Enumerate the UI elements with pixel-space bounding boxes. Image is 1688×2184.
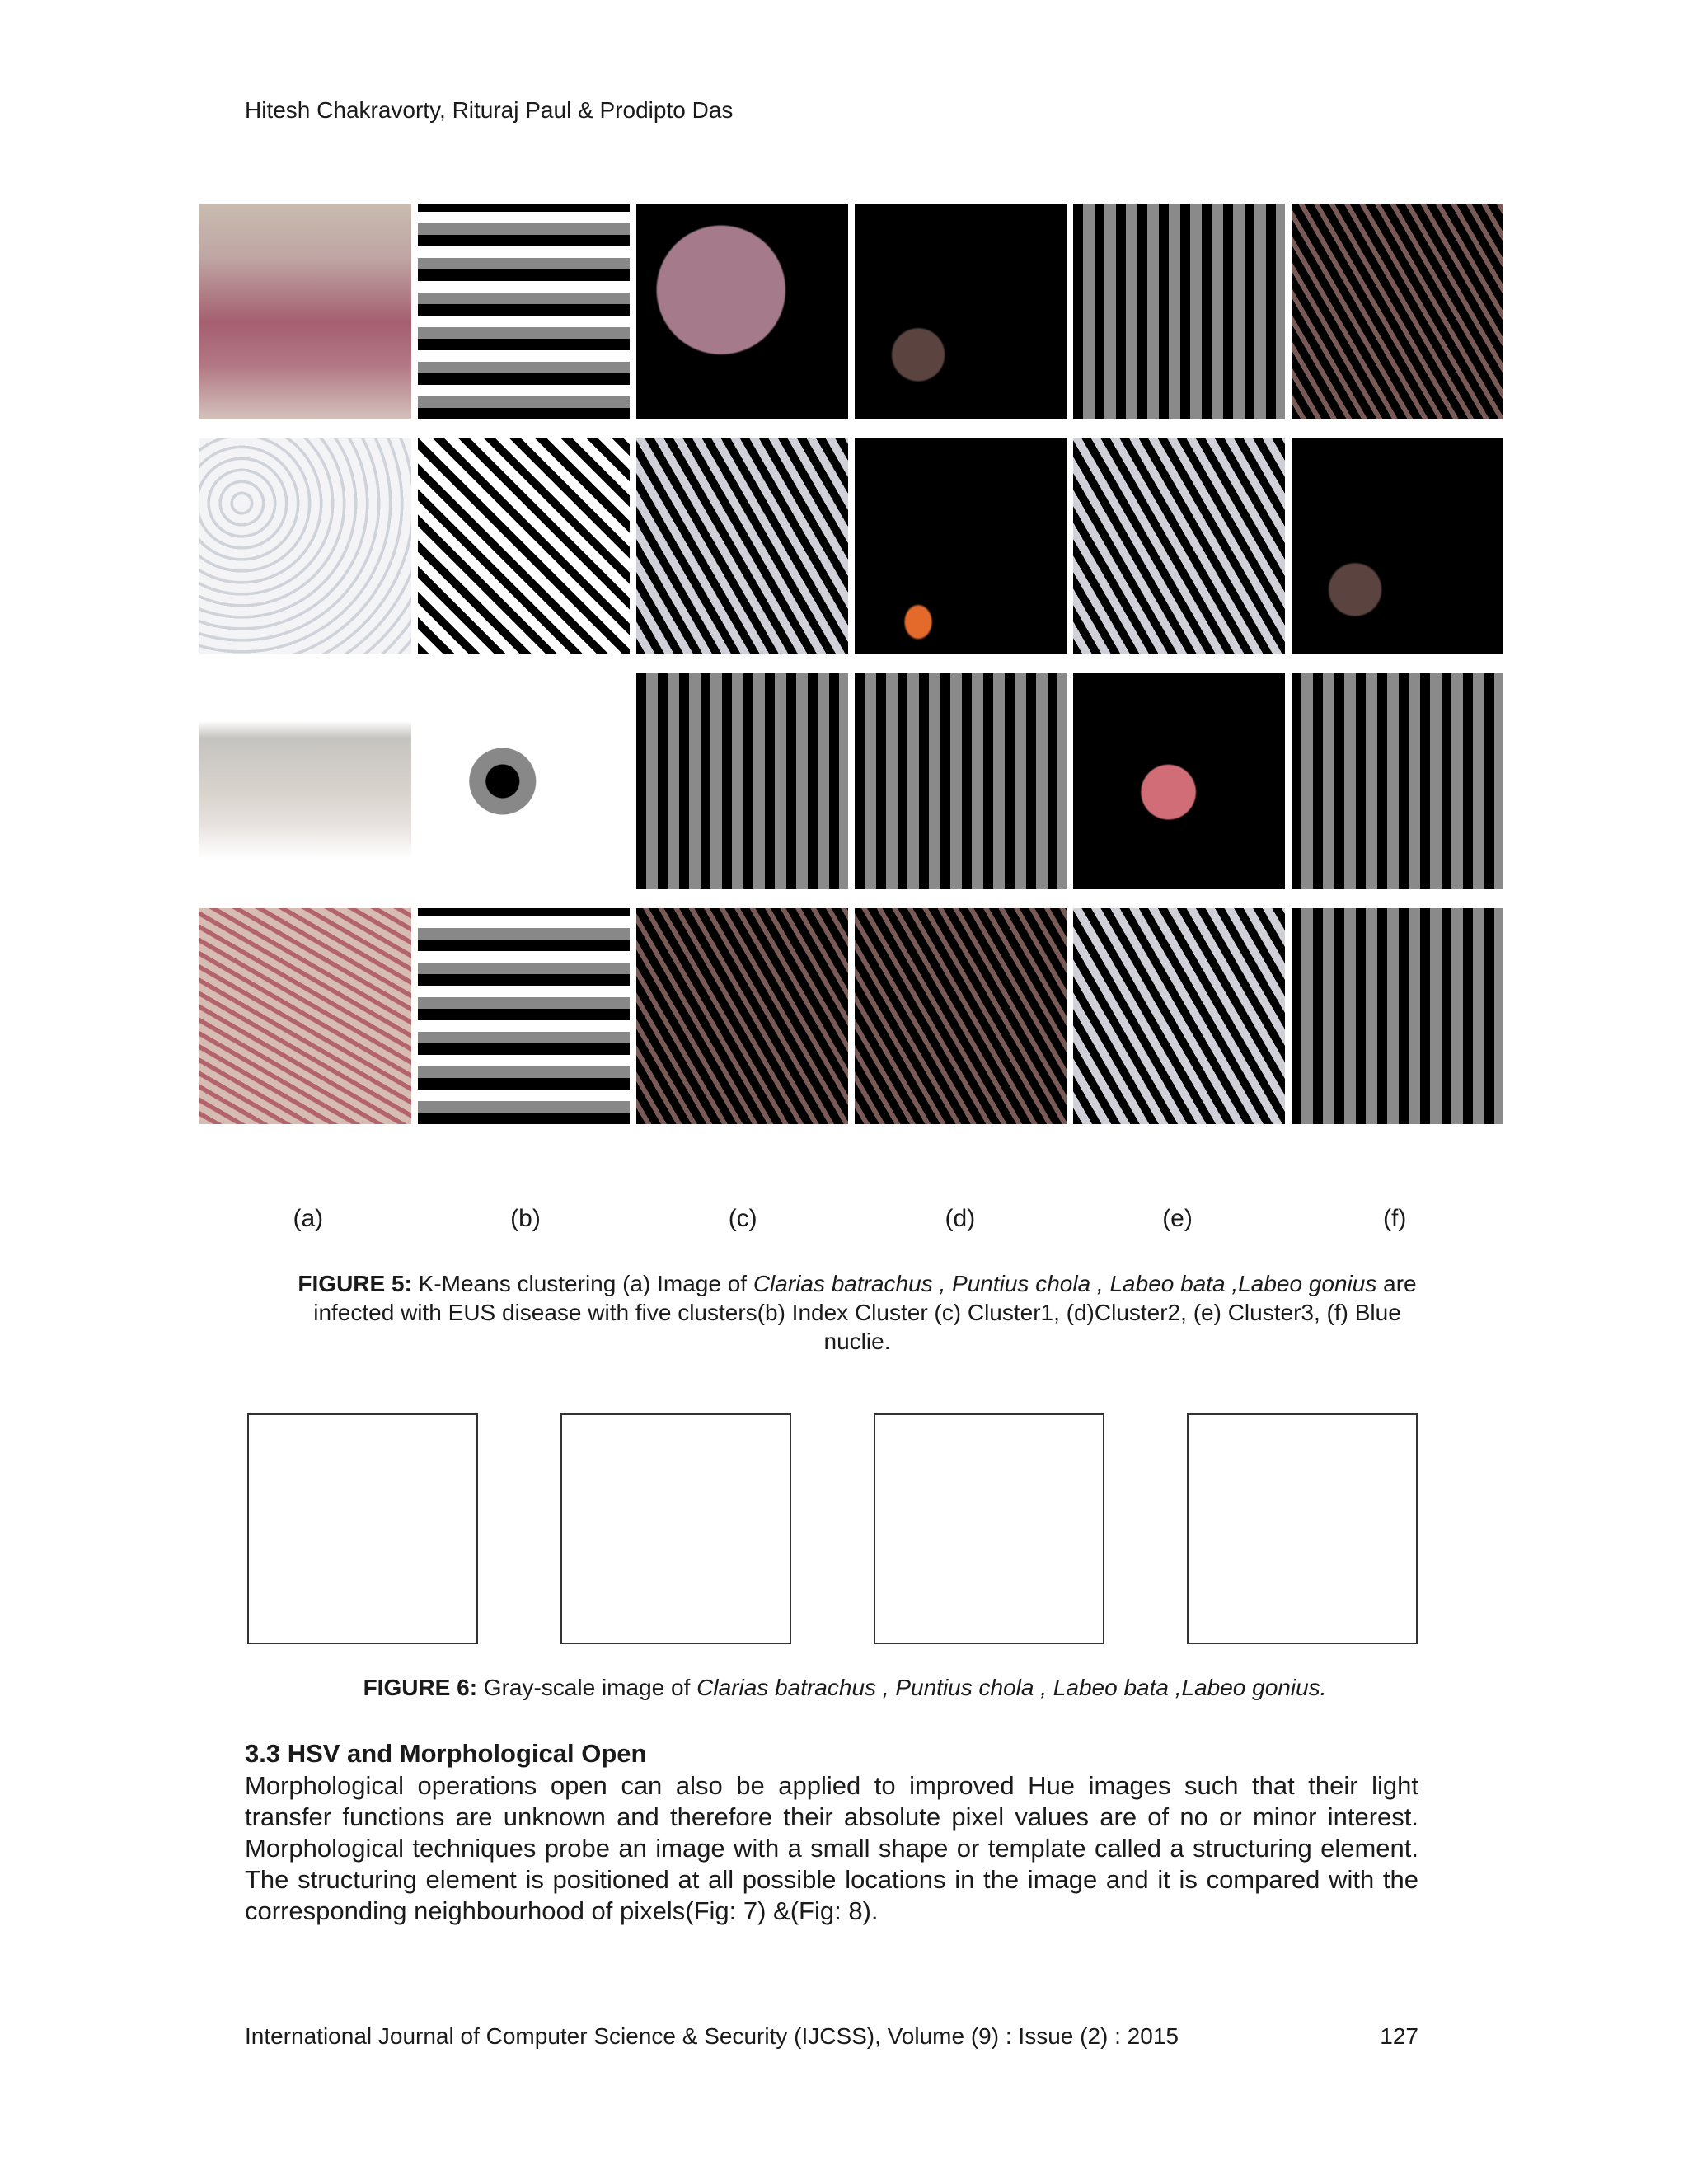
fig5-image-f-puntius [1292,438,1503,654]
fig5-image-d-labeo-gonius [855,908,1067,1124]
panel-label-f: (f) [1383,1205,1407,1232]
figure-5-caption-species: Clarias batrachus , Puntius chola , Labeo bata ,Labeo gonius [753,1271,1377,1296]
footer-journal: International Journal of Computer Science & Security (IJCSS), Volume (9) : Issue (2) : 2015 [245,2023,1179,2049]
fig5-image-c-labeo-gonius [636,908,848,1124]
fig5-image-e-labeo-gonius [1073,908,1285,1124]
fig5-image-d-clarias [855,204,1067,419]
figure-5-caption-label: FIGURE 5: [298,1271,412,1296]
fig5-image-b-labeo-bata [418,673,630,889]
fig5-image-d-labeo-bata [855,673,1067,889]
fig5-image-c-puntius [636,438,848,654]
fig5-image-f-labeo-bata [1292,673,1503,889]
fig5-image-a-puntius [199,438,411,654]
figure-5-row-clarias [199,194,1503,429]
figure-6-caption-text-1: Gray-scale image of [477,1675,697,1700]
figure-6-caption [247,1673,1442,1702]
fig5-image-c-clarias [636,204,848,419]
figure-5-panel-labels [199,1205,1503,1233]
figure-5-grid [199,194,1503,1133]
fig5-image-b-labeo-gonius [418,908,630,1124]
panel-label-b: (b) [510,1205,541,1232]
fig5-image-e-labeo-bata [1073,673,1285,889]
fig5-image-c-labeo-bata [636,673,848,889]
fig6-image-labeo-bata [874,1413,1104,1644]
section-body-paragraph: Morphological operations open can also be applied to improved Hue images such that their light transfer functions are unknown and therefore their absolute pixel values are of no or minor interest. Morphological techniques probe an image with a small shape or template called a structuring element. The structuring element is positioned at all possible locations in the image and it is compared with the corresponding neighbourhood of pixels(Fig: 7) &(Fig: 8). [245,1771,1418,1925]
figure-6-row [247,1413,1418,1644]
page-footer [245,2023,1418,2050]
fig5-image-a-labeo-bata [199,673,411,889]
fig5-image-e-puntius [1073,438,1285,654]
figure-5-caption [297,1269,1418,1356]
fig5-image-d-puntius [855,438,1067,654]
fig5-image-e-clarias [1073,204,1285,419]
figure-5-caption-text-1: K-Means clustering (a) Image of [411,1271,753,1296]
figure-5-caption-text-2: are infected with EUS disease with five clusters(b) Index Cluster (c) Cluster1, (d)Cluster2, (e) Cluster3, (f) Blue nuclie. [313,1271,1417,1354]
figure-5-row-labeo-gonius [199,898,1503,1133]
section-heading: 3.3 HSV and Morphological Open [245,1739,647,1768]
footer-page-number: 127 [1380,2023,1418,2049]
fig5-image-b-puntius [418,438,630,654]
fig5-image-a-labeo-gonius [199,908,411,1124]
panel-label-d: (d) [945,1205,976,1232]
fig6-image-clarias [247,1413,478,1644]
figure-6-caption-species: Clarias batrachus , Puntius chola , Labeo bata ,Labeo gonius. [696,1675,1327,1700]
fig5-image-f-labeo-gonius [1292,908,1503,1124]
fig6-image-labeo-gonius [1187,1413,1418,1644]
fig5-image-f-clarias [1292,204,1503,419]
fig5-image-b-clarias [418,204,630,419]
figure-6-caption-label: FIGURE 6: [363,1675,478,1700]
figure-5-row-puntius [199,429,1503,663]
figure-5-row-labeo-bata [199,663,1503,898]
fig6-image-puntius [560,1413,791,1644]
panel-label-c: (c) [728,1205,757,1232]
running-header-authors: Hitesh Chakravorty, Rituraj Paul & Prodipto Das [245,97,734,123]
panel-label-e: (e) [1162,1205,1193,1232]
fig5-image-a-clarias [199,204,411,419]
panel-label-a: (a) [293,1205,324,1232]
